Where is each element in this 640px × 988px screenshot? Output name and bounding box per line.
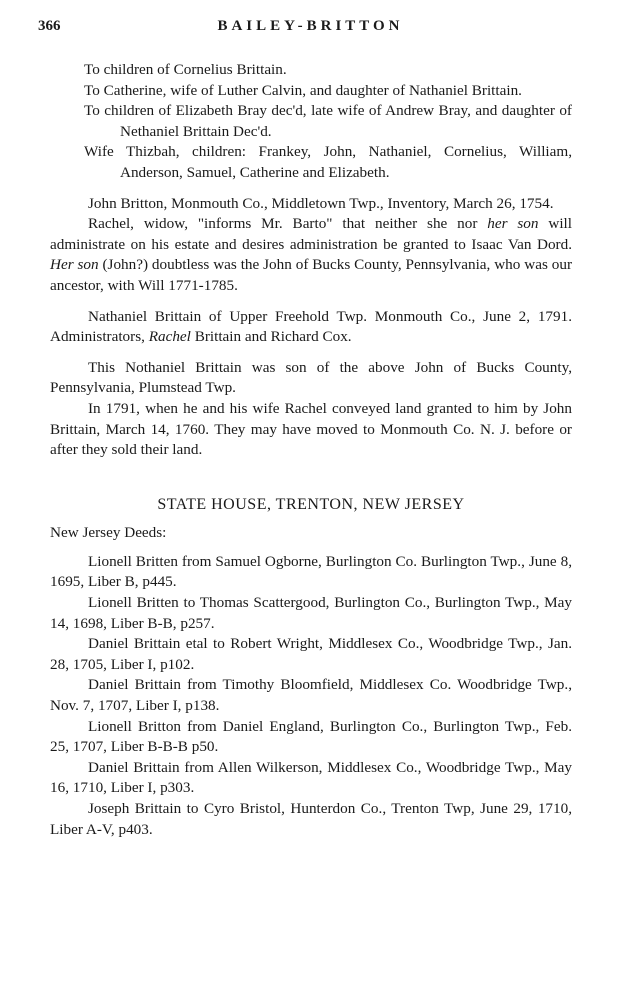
deed-entry: Joseph Brittain to Cyro Bristol, Hunterdon Co., Trenton Twp, June 29, 1710, Liber A-V, p403. bbox=[50, 800, 572, 838]
paragraph-text: Nathaniel Brittain of Upper Freehold Twp. Monmouth Co., June 2, 1791. Administrators, bbox=[50, 307, 572, 346]
paragraph-text: will administrate on his estate and desires administration be granted to Isaac Van Dord. bbox=[50, 215, 572, 253]
paragraph-text: (John?) doubtless was the John of Bucks County, Pennsylvania, who was our ancestor, with Will 1771-1785. bbox=[50, 256, 573, 294]
list-item: To children of Elizabeth Bray dec'd, late wife of Andrew Bray, and daughter of Nethaniel Brittain Dec'd. bbox=[84, 102, 572, 140]
paragraph-nothaniel: This Nothaniel Brittain was son of the above John of Bucks County, Pennsylvania, Plumstead Twp. bbox=[50, 358, 572, 397]
list-item: To children of Cornelius Brittain. bbox=[84, 61, 287, 78]
deed-entry: Daniel Brittain etal to Robert Wright, Middlesex Co., Woodbridge Twp., Jan. 28, 1705, Liber I, p102. bbox=[50, 635, 572, 673]
paragraph-text: Brittain and Richard Cox. bbox=[190, 328, 352, 346]
page-header bbox=[38, 18, 583, 44]
italic-text: Her son bbox=[50, 256, 99, 274]
page-body bbox=[50, 60, 572, 840]
italic-text: her son bbox=[487, 215, 539, 233]
section-heading: STATE HOUSE, TRENTON, NEW JERSEY bbox=[157, 495, 465, 513]
page-number: 366 bbox=[38, 18, 61, 34]
deed-entry: Daniel Brittain from Allen Wilkerson, Middlesex Co., Woodbridge Twp., May 16, 1710, Liber I, p303. bbox=[50, 758, 572, 797]
deed-entry: Lionell Britten to Thomas Scattergood, Burlington Co., Burlington Twp., May 14, 1698, Liber B-B, p257. bbox=[50, 594, 572, 632]
deed-entry: Daniel Brittain from Timothy Bloomfield, Middlesex Co. Woodbridge Twp., Nov. 7, 1707, Liber I, p138. bbox=[50, 676, 572, 715]
paragraph-nathaniel bbox=[50, 307, 572, 348]
paragraph-inventory: John Britton, Monmouth Co., Middletown Twp., Inventory, March 26, 1754. bbox=[88, 194, 554, 212]
list-item: Wife Thizbah, children: Frankey, John, Nathaniel, Cornelius, William, Anderson, Samuel, Catherine and Elizabeth. bbox=[84, 143, 572, 181]
paragraph-1791: In 1791, when he and his wife Rachel conveyed land granted to him by John Brittain, March 14, 1760. They may have moved to Monmouth Co. N. J. before or after they sold their land. bbox=[50, 399, 572, 459]
paragraph-text: Rachel, widow, "informs Mr. Barto" that neither she nor bbox=[88, 215, 488, 233]
paragraph-rachel bbox=[50, 214, 572, 296]
deed-entry: Lionell Britton from Daniel England, Burlington Co., Burlington Twp., Feb. 25, 1707, Liber B-B-B p50. bbox=[50, 717, 572, 756]
section-subheading: New Jersey Deeds: bbox=[50, 524, 167, 542]
deed-entry: Lionell Britten from Samuel Ogborne, Burlington Co. Burlington Twp., June 8, 1695, Liber B, p445. bbox=[50, 552, 572, 591]
italic-text: Rachel bbox=[148, 328, 191, 346]
running-title: BAILEY-BRITTON bbox=[217, 18, 404, 34]
list-item: To Catherine, wife of Luther Calvin, and daughter of Nathaniel Brittain. bbox=[84, 81, 522, 99]
